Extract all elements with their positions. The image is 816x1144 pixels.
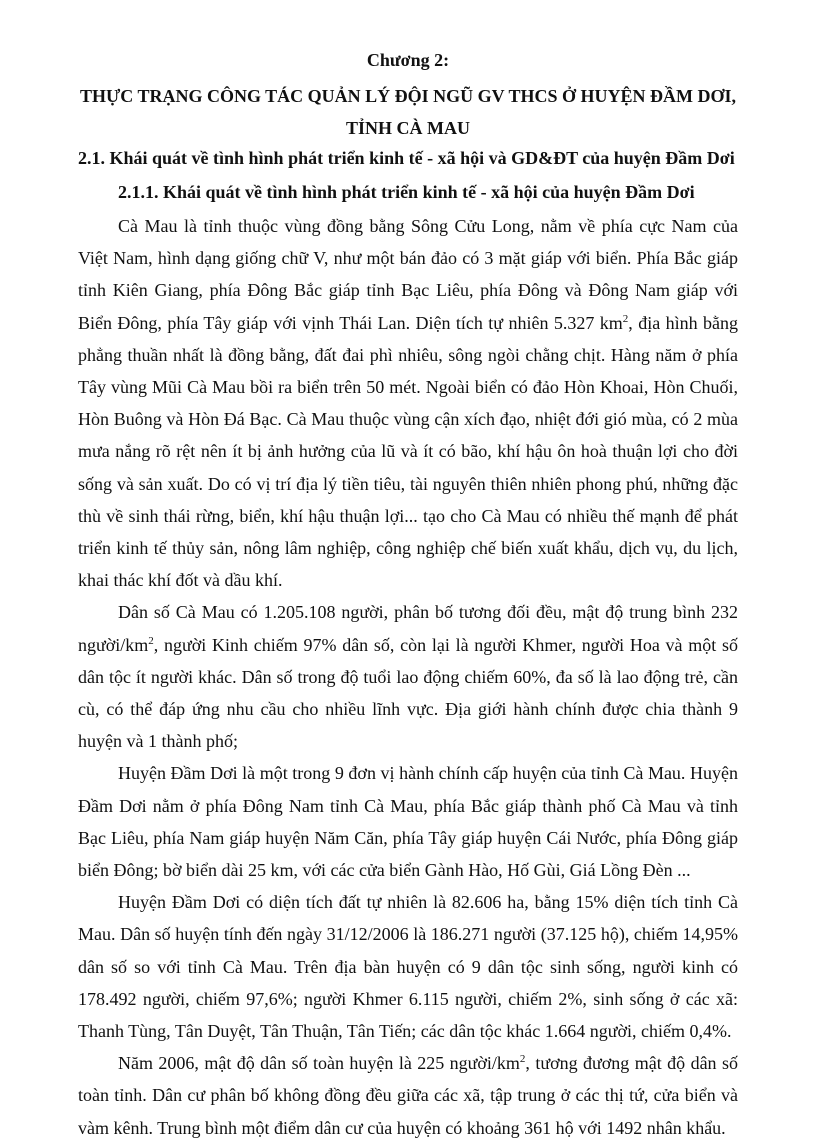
paragraph-5-part-a: Năm 2006, mật độ dân số toàn huyện là 225 người/km bbox=[118, 1053, 520, 1074]
paragraph-2 bbox=[78, 596, 738, 757]
superscript: 2 bbox=[519, 1053, 526, 1066]
section-heading-2-1: 2.1. Khái quát về tình hình phát triển kinh tế - xã hội và GD&ĐT của huyện Đầm Dơi bbox=[78, 148, 735, 168]
paragraph-5 bbox=[78, 1047, 738, 1144]
superscript: 2 bbox=[622, 312, 629, 325]
paragraph-1-part-b: , địa hình bằng phẳng thuần nhất là đồng bằng, đất đai phì nhiêu, sông ngòi chằng chịt. Hàng năm ở phía Tây vùng Mũi Cà Mau bồi ra biển trên 50 mét. Ngoài biển có đảo Hòn Khoai, Hòn Chuối, Hòn Buông và Hòn Đá Bạc. Cà Mau thuộc vùng cận xích đạo, nhiệt đới gió mùa, có 2 mùa mưa nắng rõ rệt nên ít bị ảnh hưởng của lũ và ít có bão, khí hậu ôn hoà thuận lợi cho đời sống và sản xuất. Do có vị trí địa lý tiền tiêu, tài nguyên thiên nhiên phong phú, những đặc thù về sinh thái rừng, biển, khí hậu thuận lợi... tạo cho Cà Mau có nhiều thế mạnh để phát triển kinh tế thủy sản, nông lâm nghiệp, công nghiệp chế biến xuất khẩu, dịch vụ, du lịch, khai thác khí đốt và dầu khí. bbox=[78, 312, 738, 591]
chapter-title-line-1: THỰC TRẠNG CÔNG TÁC QUẢN LÝ ĐỘI NGŨ GV THCS Ở HUYỆN ĐẦM DƠI, bbox=[79, 86, 737, 106]
chapter-title-line-2: TỈNH CÀ MAU bbox=[346, 118, 470, 138]
chapter-label: Chương 2: bbox=[366, 50, 450, 70]
paragraph-1-part-a: Cà Mau là tỉnh thuộc vùng đồng bằng Sông Cửu Long, nằm về phía cực Nam của Việt Nam, hình dạng giống chữ V, như một bán đảo có 3 mặt giáp với biển. Phía Bắc giáp tỉnh Kiên Giang, phía Đông Bắc giáp tỉnh Bạc Liêu, phía Đông và Đông Nam giáp với Biển Đông, phía Tây giáp với vịnh Thái Lan. Diện tích tự nhiên 5.327 km bbox=[78, 216, 738, 333]
paragraph-5-part-b: , tương đương mật độ dân số toàn tỉnh. Dân cư phân bố không đồng đều giữa các xã, tập trung ở các thị tứ, cửa biển và vàm kênh. Trung bình một điểm dân cư của huyện có khoảng 361 hộ với 1492 nhân khẩu. bbox=[78, 1053, 738, 1138]
paragraph-2-part-b: , người Kinh chiếm 97% dân số, còn lại là người Khmer, người Hoa và một số dân tộc ít người khác. Dân số trong độ tuổi lao động chiếm 60%, đa số là lao động trẻ, cần cù, có thể đáp ứng nhu cầu cho nhiều lĩnh vực. Địa giới hành chính được chia thành 9 huyện và 1 thành phố; bbox=[78, 634, 738, 752]
superscript: 2 bbox=[148, 634, 154, 647]
paragraph-4: Huyện Đầm Dơi có diện tích đất tự nhiên là 82.606 ha, bằng 15% diện tích tỉnh Cà Mau. Dân số huyện tính đến ngày 31/12/2006 là 186.271 người (37.125 hộ), chiếm 14,95% dân số so với tỉnh Cà Mau. Trên địa bàn huyện có 9 dân tộc sinh sống, người kinh có 178.492 người, chiếm 97,6%; người Khmer 6.115 người, chiếm 2%, sinh sống ở các xã: Thanh Tùng, Tân Duyệt, Tân Thuận, Tân Tiến; các dân tộc khác 1.664 người, chiếm 0,4%. bbox=[78, 892, 738, 1042]
paragraph-1 bbox=[78, 210, 738, 596]
chapter-title bbox=[70, 80, 746, 144]
paragraph-2-part-a: Dân số Cà Mau có 1.205.108 người, phân bố tương đối đều, mật độ trung bình 232 người/km bbox=[78, 602, 738, 655]
paragraph-3: Huyện Đầm Dơi là một trong 9 đơn vị hành chính cấp huyện của tỉnh Cà Mau. Huyện Đầm Dơi nằm ở phía Đông Nam tỉnh Cà Mau, phía Bắc giáp thành phố Cà Mau và tỉnh Bạc Liêu, phía Nam giáp huyện Năm Căn, phía Tây giáp huyện Cái Nước, phía Đông giáp biển Đông; bờ biển dài 25 km, với các cửa biển Gành Hào, Hố Gùi, Giá Lồng Đèn ... bbox=[78, 763, 738, 881]
body-text bbox=[78, 210, 738, 1144]
section-heading-2-1-1: 2.1.1. Khái quát về tình hình phát triển kinh tế - xã hội của huyện Đầm Dơi bbox=[118, 182, 695, 202]
